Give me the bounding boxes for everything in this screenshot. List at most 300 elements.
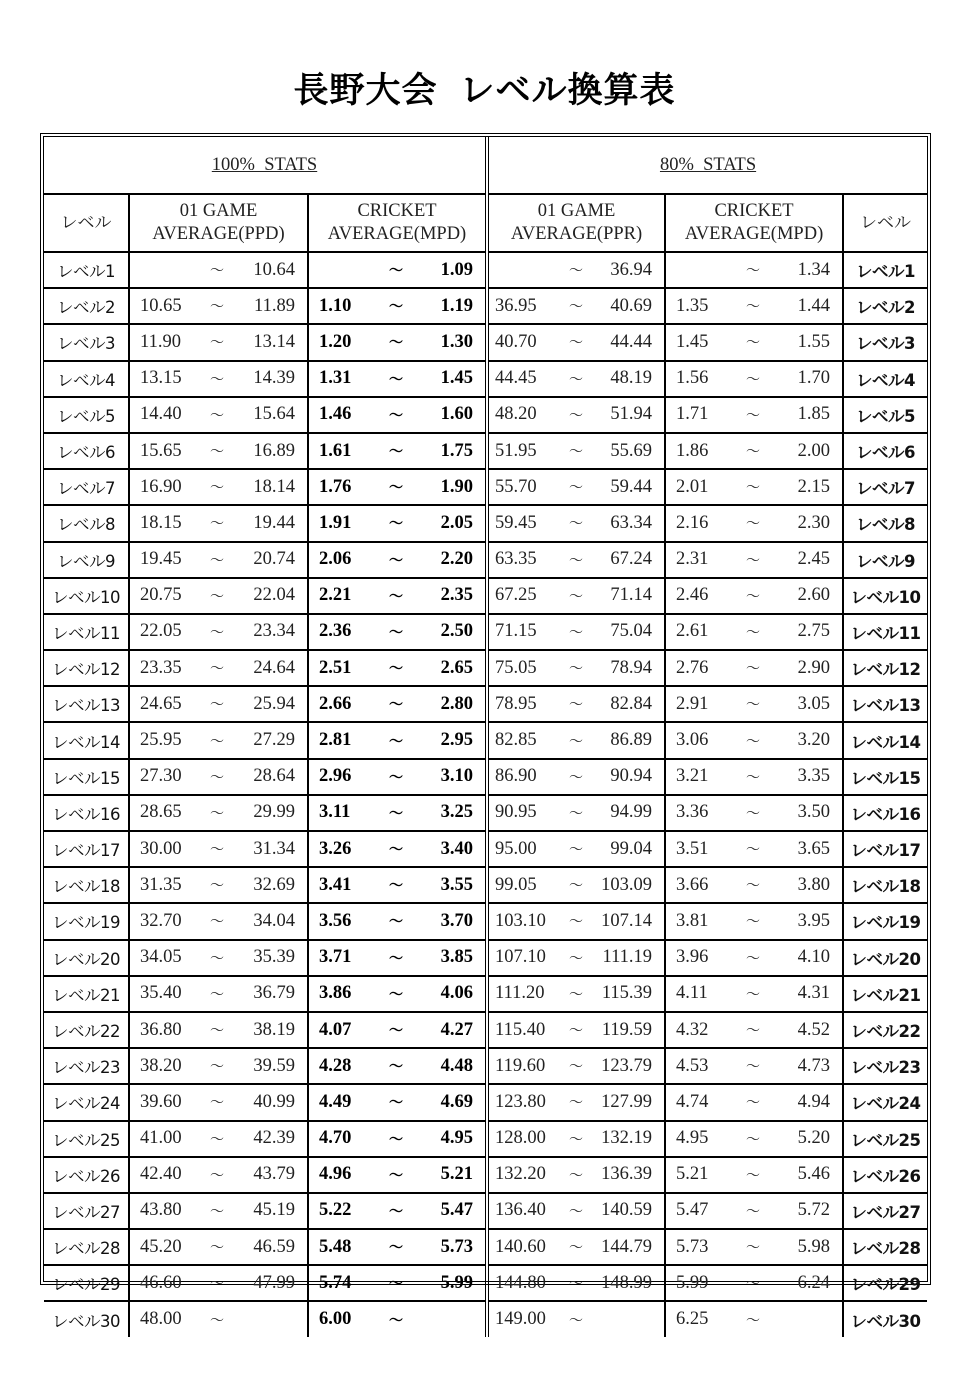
game01-100-range-cell <box>129 397 308 433</box>
game01-100-min: 13.15 <box>140 368 182 389</box>
game01-100-range-cell <box>129 940 308 976</box>
cricket-80-range-cell <box>665 1229 843 1265</box>
cricket-100-min: 2.51 <box>319 657 352 678</box>
table-row <box>44 940 927 976</box>
game01-100-min: 34.05 <box>140 947 182 968</box>
cricket-100-max: 1.45 <box>440 368 474 389</box>
game01-80-range <box>489 651 664 685</box>
level-cell-left: レベル25 <box>44 1121 129 1157</box>
cricket-100-range-cell <box>308 1193 487 1229</box>
level-cell-right: レベル3 <box>843 324 927 360</box>
cricket-80-range-cell <box>665 976 843 1012</box>
range-tilde: ～ <box>389 842 403 859</box>
range-tilde: ～ <box>389 480 403 497</box>
game01-80-min: 144.80 <box>495 1272 546 1293</box>
range-tilde: ～ <box>569 878 584 895</box>
game01-100-max: 15.64 <box>253 404 295 425</box>
range-tilde: ～ <box>569 950 584 967</box>
level-cell-right: レベル4 <box>843 361 927 397</box>
game01-80-min: 99.05 <box>495 874 537 895</box>
game01-80-max: 103.09 <box>601 874 653 895</box>
range-tilde: ～ <box>389 516 403 533</box>
range-tilde: ～ <box>746 842 761 859</box>
range-tilde: ～ <box>210 263 224 280</box>
cricket-80-range-cell <box>665 867 843 903</box>
cricket-80-min: 1.56 <box>676 368 709 389</box>
level-cell-left: レベル19 <box>44 903 129 939</box>
game01-80-max: 99.04 <box>610 838 653 859</box>
range-tilde: ～ <box>746 1131 761 1148</box>
range-tilde: ～ <box>210 335 224 352</box>
game01-100-range-cell <box>129 1048 308 1084</box>
cricket-80-max: 3.80 <box>797 874 831 895</box>
range-tilde: ～ <box>569 1131 584 1148</box>
table-row <box>44 505 927 541</box>
cricket-80-min: 4.95 <box>676 1128 709 1149</box>
level-cell-right: レベル17 <box>843 831 927 867</box>
range-tilde: ～ <box>746 1167 761 1184</box>
range-tilde: ～ <box>210 914 224 931</box>
range-tilde: ～ <box>210 769 224 786</box>
range-tilde: ～ <box>746 407 761 424</box>
cricket-80-min: 4.32 <box>676 1019 709 1040</box>
game01-80-max: 51.94 <box>610 404 653 425</box>
cricket-80-header <box>665 194 843 252</box>
game01-80-range-cell <box>487 722 665 758</box>
game01-100-range <box>130 506 307 540</box>
range-tilde: ～ <box>746 914 761 931</box>
cricket-80-range-cell <box>665 759 843 795</box>
cricket-100-range <box>309 687 485 721</box>
game01-100-max: 31.34 <box>253 838 295 859</box>
cricket-100-max: 5.21 <box>440 1164 474 1185</box>
range-tilde: ～ <box>210 697 224 714</box>
level-cell-left: レベル5 <box>44 397 129 433</box>
game01-80-max: 63.34 <box>610 512 653 533</box>
range-tilde: ～ <box>746 480 761 497</box>
cricket-100-range-cell <box>308 795 487 831</box>
game01-100-min: 32.70 <box>140 910 182 931</box>
game01-80-range <box>489 434 664 468</box>
game01-100-min: 38.20 <box>140 1055 182 1076</box>
level-cell-left: レベル7 <box>44 469 129 505</box>
range-tilde: ～ <box>569 335 584 352</box>
level-cell-right: レベル8 <box>843 505 927 541</box>
game01-80-range <box>489 1302 664 1336</box>
level-cell-left: レベル13 <box>44 686 129 722</box>
game01-100-range-cell <box>129 542 308 578</box>
game01-100-min: 15.65 <box>140 440 182 461</box>
cricket-80-range-cell <box>665 614 843 650</box>
cricket-100-min: 3.11 <box>319 802 351 823</box>
range-tilde: ～ <box>569 444 584 461</box>
game01-100-range <box>130 289 307 323</box>
game01-100-max: 10.64 <box>253 259 295 280</box>
cricket-100-min: 6.00 <box>319 1309 352 1330</box>
game01-80-min: 48.20 <box>495 404 537 425</box>
game01-80-header-line2: AVERAGE(PPR) <box>510 224 643 244</box>
cricket-100-range-cell <box>308 831 487 867</box>
game01-80-range <box>489 579 664 613</box>
range-tilde: ～ <box>389 914 403 931</box>
game01-100-range <box>130 543 307 577</box>
game01-80-min: 140.60 <box>495 1236 546 1257</box>
cricket-100-max: 1.19 <box>440 295 474 316</box>
cricket-100-range <box>309 1158 485 1192</box>
range-tilde: ～ <box>746 1276 761 1293</box>
game01-100-range <box>130 723 307 757</box>
range-tilde: ～ <box>746 986 761 1003</box>
level-cell-left: レベル4 <box>44 361 129 397</box>
cricket-100-range-cell <box>308 1048 487 1084</box>
range-tilde: ～ <box>569 1023 584 1040</box>
cricket-80-range-cell <box>665 650 843 686</box>
game01-100-min: 42.40 <box>140 1164 182 1185</box>
cricket-100-range-cell <box>308 1012 487 1048</box>
range-tilde: ～ <box>210 1023 224 1040</box>
game01-80-min: 59.45 <box>495 512 537 533</box>
game01-80-range-cell <box>487 433 665 469</box>
range-tilde: ～ <box>389 805 403 822</box>
game01-100-range-cell <box>129 650 308 686</box>
game01-80-max: 90.94 <box>610 766 653 787</box>
game01-100-max: 36.79 <box>253 983 295 1004</box>
cricket-80-range-cell <box>665 397 843 433</box>
range-tilde: ～ <box>569 661 584 678</box>
cricket-80-max: 4.52 <box>797 1019 831 1040</box>
level-cell-left: レベル11 <box>44 614 129 650</box>
game01-80-min: 40.70 <box>495 331 537 352</box>
range-tilde: ～ <box>210 661 224 678</box>
table-row <box>44 252 927 288</box>
cricket-80-range <box>666 1266 842 1300</box>
table-row <box>44 1121 927 1157</box>
table-row <box>44 831 927 867</box>
cricket-100-range <box>309 760 485 794</box>
cricket-100-max: 2.35 <box>440 585 474 606</box>
cricket-80-max: 2.15 <box>797 476 831 497</box>
range-tilde: ～ <box>389 1095 403 1112</box>
game01-100-min: 46.60 <box>140 1272 182 1293</box>
game01-100-min: 36.80 <box>140 1019 182 1040</box>
game01-100-range-cell <box>129 252 308 288</box>
range-tilde: ～ <box>389 769 403 786</box>
range-tilde: ～ <box>569 1059 584 1076</box>
range-tilde: ～ <box>746 1312 761 1329</box>
game01-80-range <box>489 253 664 287</box>
cricket-80-range-cell <box>665 505 843 541</box>
game01-100-max: 28.64 <box>253 766 295 787</box>
level-cell-left: レベル22 <box>44 1012 129 1048</box>
cricket-100-range-cell <box>308 650 487 686</box>
range-tilde: ～ <box>210 552 224 569</box>
game01-100-header-line1: 01 GAME <box>179 201 258 221</box>
cricket-80-min: 3.81 <box>676 910 709 931</box>
game01-100-range-cell <box>129 867 308 903</box>
level-cell-left: レベル26 <box>44 1157 129 1193</box>
game01-100-max: 22.04 <box>253 585 295 606</box>
game01-100-range <box>130 796 307 830</box>
cricket-100-range-cell <box>308 397 487 433</box>
level-cell-left: レベル21 <box>44 976 129 1012</box>
game01-80-range-cell <box>487 397 665 433</box>
game01-80-range-cell <box>487 686 665 722</box>
range-tilde: ～ <box>210 407 224 424</box>
cricket-80-range-cell <box>665 1048 843 1084</box>
game01-80-max: 115.39 <box>601 983 653 1004</box>
cricket-100-max: 4.27 <box>440 1019 474 1040</box>
table-row <box>44 614 927 650</box>
cricket-100-range-cell <box>308 867 487 903</box>
game01-80-max: 36.94 <box>610 259 653 280</box>
range-tilde: ～ <box>569 1203 584 1220</box>
range-tilde: ～ <box>389 299 403 316</box>
cricket-80-range <box>666 289 842 323</box>
range-tilde: ～ <box>389 263 403 280</box>
cricket-80-range <box>666 687 842 721</box>
level-cell-right: レベル5 <box>843 397 927 433</box>
cricket-100-min: 1.76 <box>319 476 352 497</box>
range-tilde: ～ <box>746 805 761 822</box>
range-tilde: ～ <box>210 733 224 750</box>
game01-80-min: 67.25 <box>495 585 537 606</box>
range-tilde: ～ <box>569 624 584 641</box>
game01-100-max: 46.59 <box>253 1236 295 1257</box>
game01-100-range <box>130 398 307 432</box>
game01-80-range <box>489 470 664 504</box>
stats-header-row <box>44 137 927 194</box>
level-cell-right: レベル30 <box>843 1301 927 1336</box>
game01-80-max: 148.99 <box>601 1272 653 1293</box>
range-tilde: ～ <box>210 1095 224 1112</box>
game01-100-range-cell <box>129 722 308 758</box>
table-row <box>44 795 927 831</box>
cricket-80-range <box>666 1085 842 1119</box>
range-tilde: ～ <box>746 661 761 678</box>
cricket-80-range <box>666 615 842 649</box>
range-tilde: ～ <box>569 588 584 605</box>
cricket-80-header-line1: CRICKET <box>714 201 794 221</box>
game01-80-range-cell <box>487 505 665 541</box>
cricket-100-range <box>309 543 485 577</box>
cricket-100-range <box>309 723 485 757</box>
cricket-100-max: 3.70 <box>440 910 474 931</box>
cricket-100-range-cell <box>308 1265 487 1301</box>
level-cell-left: レベル9 <box>44 542 129 578</box>
game01-100-min: 31.35 <box>140 874 182 895</box>
cricket-80-max: 2.00 <box>797 440 831 461</box>
game01-80-max: 59.44 <box>610 476 653 497</box>
cricket-80-max: 5.20 <box>797 1128 831 1149</box>
cricket-80-min: 5.47 <box>676 1200 709 1221</box>
range-tilde: ～ <box>210 1167 224 1184</box>
cricket-80-min: 2.01 <box>676 476 709 497</box>
game01-80-max: 86.89 <box>610 730 653 751</box>
game01-100-range-cell <box>129 1121 308 1157</box>
table-row <box>44 903 927 939</box>
cricket-80-range <box>666 325 842 359</box>
cricket-100-min: 3.71 <box>319 947 352 968</box>
range-tilde: ～ <box>746 1203 761 1220</box>
cricket-100-range <box>309 1085 485 1119</box>
cricket-100-min: 1.46 <box>319 404 352 425</box>
game01-100-min: 16.90 <box>140 476 182 497</box>
table-row <box>44 867 927 903</box>
game01-80-min: 78.95 <box>495 693 537 714</box>
game01-80-max: 78.94 <box>610 657 653 678</box>
game01-100-range-cell <box>129 686 308 722</box>
cricket-80-max: 2.30 <box>797 512 831 533</box>
cricket-80-range-cell <box>665 288 843 324</box>
game01-80-max: 107.14 <box>601 910 653 931</box>
cricket-80-max: 4.94 <box>797 1091 831 1112</box>
table-row <box>44 976 927 1012</box>
cricket-100-range-cell <box>308 324 487 360</box>
game01-100-min: 19.45 <box>140 549 182 570</box>
game01-100-max: 23.34 <box>253 621 295 642</box>
level-cell-right: レベル9 <box>843 542 927 578</box>
game01-100-range-cell <box>129 614 308 650</box>
game01-80-range-cell <box>487 542 665 578</box>
range-tilde: ～ <box>210 299 224 316</box>
cricket-80-max: 4.31 <box>797 983 831 1004</box>
cricket-80-range-cell <box>665 686 843 722</box>
game01-80-range <box>489 1013 664 1047</box>
cricket-80-max: 1.85 <box>797 404 831 425</box>
game01-100-range-cell <box>129 1301 308 1336</box>
cricket-80-range-cell <box>665 252 843 288</box>
cricket-80-min: 6.25 <box>676 1309 709 1330</box>
range-tilde: ～ <box>746 950 761 967</box>
game01-80-min: 128.00 <box>495 1128 546 1149</box>
game01-100-min: 35.40 <box>140 983 182 1004</box>
game01-100-range <box>130 941 307 975</box>
game01-100-max: 40.99 <box>253 1091 295 1112</box>
game01-80-range <box>489 796 664 830</box>
table-row <box>44 650 927 686</box>
cricket-100-range-cell <box>308 759 487 795</box>
stats-80-header <box>487 137 927 194</box>
game01-80-max: 144.79 <box>601 1236 653 1257</box>
game01-80-max: 82.84 <box>610 693 653 714</box>
level-cell-left: レベル1 <box>44 252 129 288</box>
column-header-row <box>44 194 927 252</box>
game01-80-range-cell <box>487 976 665 1012</box>
range-tilde: ～ <box>389 1240 403 1257</box>
game01-100-range <box>130 977 307 1011</box>
level-cell-left: レベル30 <box>44 1301 129 1336</box>
level-cell-left: レベル18 <box>44 867 129 903</box>
game01-100-range <box>130 470 307 504</box>
cricket-80-range <box>666 253 842 287</box>
cricket-100-range <box>309 941 485 975</box>
cricket-100-min: 2.21 <box>319 585 352 606</box>
cricket-100-range-cell <box>308 469 487 505</box>
game01-100-max: 19.44 <box>253 512 295 533</box>
game01-100-range <box>130 1266 307 1300</box>
cricket-100-max: 4.95 <box>440 1128 474 1149</box>
game01-80-min: 111.20 <box>495 983 545 1004</box>
game01-80-range <box>489 325 664 359</box>
range-tilde: ～ <box>569 1276 584 1293</box>
cricket-80-range-cell <box>665 433 843 469</box>
table-row <box>44 722 927 758</box>
game01-80-max: 140.59 <box>601 1200 653 1221</box>
game01-100-min: 48.00 <box>140 1309 182 1330</box>
game01-80-max: 75.04 <box>610 621 653 642</box>
game01-100-max: 42.39 <box>253 1128 295 1149</box>
cricket-80-min: 5.99 <box>676 1272 709 1293</box>
game01-100-range-cell <box>129 903 308 939</box>
cricket-100-min: 1.91 <box>319 512 352 533</box>
range-tilde: ～ <box>746 1240 761 1257</box>
game01-80-range <box>489 832 664 866</box>
game01-80-max: 55.69 <box>610 440 653 461</box>
page-title <box>0 66 969 116</box>
game01-100-range-cell <box>129 759 308 795</box>
game01-80-min: 44.45 <box>495 368 537 389</box>
table-row <box>44 1084 927 1120</box>
cricket-80-range <box>666 506 842 540</box>
cricket-100-max: 2.20 <box>440 549 474 570</box>
game01-80-range <box>489 868 664 902</box>
game01-100-header <box>129 194 308 252</box>
game01-80-min: 107.10 <box>495 947 546 968</box>
level-cell-left: レベル28 <box>44 1229 129 1265</box>
cricket-100-min: 5.74 <box>319 1272 352 1293</box>
game01-80-min: 71.15 <box>495 621 537 642</box>
range-tilde: ～ <box>389 661 403 678</box>
level-cell-right: レベル14 <box>843 722 927 758</box>
cricket-80-max: 3.95 <box>797 910 831 931</box>
range-tilde: ～ <box>569 1095 584 1112</box>
cricket-80-max: 2.75 <box>797 621 831 642</box>
cricket-100-range <box>309 1230 485 1264</box>
table-row <box>44 324 927 360</box>
cricket-80-range-cell <box>665 1121 843 1157</box>
cricket-100-min: 2.36 <box>319 621 352 642</box>
range-tilde: ～ <box>210 480 224 497</box>
table-row <box>44 1193 927 1229</box>
level-cell-right: レベル16 <box>843 795 927 831</box>
cricket-100-max: 2.50 <box>440 621 474 642</box>
cricket-100-max: 3.85 <box>440 947 474 968</box>
cricket-100-min: 5.48 <box>319 1236 352 1257</box>
cricket-100-min: 4.49 <box>319 1091 352 1112</box>
cricket-80-range-cell <box>665 469 843 505</box>
range-tilde: ～ <box>746 697 761 714</box>
game01-80-range-cell <box>487 1084 665 1120</box>
cricket-80-range <box>666 1122 842 1156</box>
game01-100-min: 45.20 <box>140 1236 182 1257</box>
range-tilde: ～ <box>210 1203 224 1220</box>
game01-80-range <box>489 904 664 938</box>
cricket-100-max: 3.25 <box>440 802 474 823</box>
cricket-80-min: 5.73 <box>676 1236 709 1257</box>
stats-80-label: 80% STATS <box>659 154 757 175</box>
game01-100-range-cell <box>129 1265 308 1301</box>
table-row <box>44 361 927 397</box>
game01-100-range <box>130 1302 307 1336</box>
game01-100-max: 24.64 <box>253 657 295 678</box>
cricket-80-max: 1.55 <box>797 331 831 352</box>
range-tilde: ～ <box>569 1167 584 1184</box>
cricket-100-range <box>309 434 485 468</box>
game01-100-max: 14.39 <box>253 368 295 389</box>
level-cell-right: レベル21 <box>843 976 927 1012</box>
range-tilde: ～ <box>746 1095 761 1112</box>
game01-80-range <box>489 289 664 323</box>
